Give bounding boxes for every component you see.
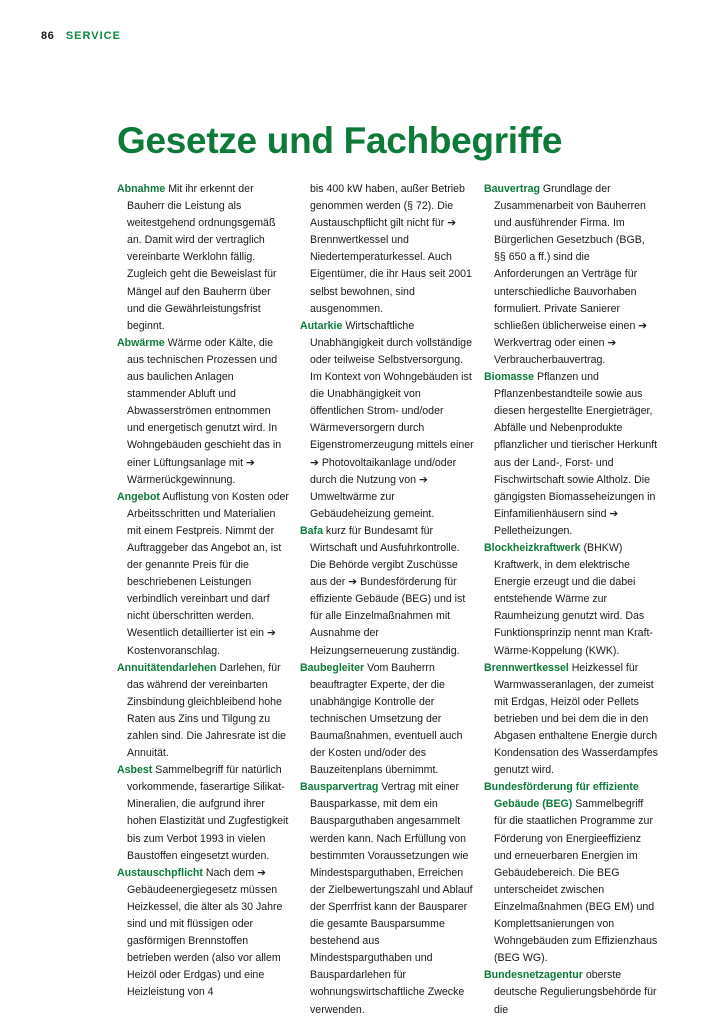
- glossary-term: Austauschpflicht: [117, 866, 203, 879]
- glossary-entry: [484, 779, 658, 967]
- glossary-entry: [117, 489, 291, 660]
- glossary-entry: [117, 660, 291, 763]
- glossary-continuation: bis 400 kW haben, außer Betrieb genommen werden (§ 72). Die Austauschpflicht gilt nicht für ➔ Brennwertkessel und Niedertemperaturkessel. Auch Eigentümer, die ihr Haus seit 2001 selbst bewohnen, sind ausgenommen.: [310, 183, 472, 315]
- glossary-columns: [117, 181, 658, 1016]
- glossary-term: Asbest: [117, 764, 153, 777]
- glossary-definition: Sammelbegriff für die staatlichen Programme zur Förderung von Energieeffizienz und erneuerbaren Energien im Gebäudebereich. Die BEG unterscheidet zwischen Einzelmaßnahmen (BEG EM) und Komplettsanierungen von Wohngebäuden zum Effizienzhaus (BEG WG).: [494, 798, 658, 965]
- section-label: SERVICE: [65, 30, 121, 42]
- glossary-term: Autarkie: [300, 319, 343, 332]
- glossary-term: Bauvertrag: [484, 183, 540, 195]
- glossary-definition: Nach dem ➔ Gebäudeenergiegesetz müssen Heizkessel, die älter als 30 Jahre sind und mit flüssigen oder gasförmigen Brennstoffen betrieben werden (also vor allem Heizöl oder Erdgas) und eine Heizleistung von 4: [127, 866, 283, 999]
- running-header: [41, 30, 121, 42]
- glossary-entry: [484, 181, 658, 369]
- glossary-column-2: [300, 181, 474, 1019]
- glossary-term: Bundesförderung für effiziente Gebäude (BEG): [484, 781, 639, 811]
- page-number: 86: [41, 30, 55, 42]
- glossary-term: Bausparvertrag: [300, 781, 379, 794]
- glossary-entry: [484, 369, 658, 540]
- glossary-term: Annuitätendarlehen: [117, 661, 217, 674]
- glossary-entry: [117, 865, 291, 1002]
- glossary-definition: Wirtschaftliche Unabhängigkeit durch vollständige oder teilweise Selbstversorgung. Im Kontext von Wohngebäuden ist die Unabhängigkeit von öffentlichen Strom- und/oder Wärmeversorgern durch Eigenstromerzeugung mittels einer ➔ Photovoltaikanlage und/oder durch die Nutzung von ➔ Umweltwärme zur Gebäudeheizung gemeint.: [310, 319, 474, 520]
- glossary-definition: (BHKW) Kraftwerk, in dem elektrische Energie erzeugt und die dabei entstehende Wärme zur Raumheizung genutzt wird. Das Funktionsprinzip nennt man Kraft-Wärme-Koppelung (KWK).: [494, 541, 653, 657]
- glossary-term: Abwärme: [117, 336, 165, 349]
- glossary-definition: Sammelbegriff für natürlich vorkommende, faserartige Silikat-Mineralien, die aufgrund ihrer hohen Elastizität und Zugfestigkeit bis zum Verbot 1993 in vielen Baustoffen eingesetzt wurden.: [127, 764, 289, 862]
- glossary-term: Biomasse: [484, 371, 535, 384]
- glossary-entry: [300, 318, 474, 523]
- glossary-definition: kurz für Bundesamt für Wirtschaft und Ausfuhrkontrolle. Die Behörde vergibt Zuschüsse aus der ➔ Bundesförderung für effiziente Gebäude (BEG) und ist für alle Einzelmaßnahmen mit Ausnahme der Heizungserneuerung zuständig.: [310, 524, 466, 657]
- glossary-term: Bafa: [300, 524, 323, 537]
- page-title: Gesetze und Fachbegriffe: [117, 120, 563, 161]
- glossary-entry: [484, 660, 658, 780]
- glossary-definition: Grundlage der Zusammenarbeit von Bauherren und ausführender Firma. Im Bürgerlichen Gesetzbuch (BGB, §§ 650 a ff.) sind die Anforderungen an Verträge für unterschiedliche Bauvorhaben formuliert. Private Sanierer schließen üblicherweise einen ➔ Werkvertrag oder einen ➔ Verbraucherbauvertrag.: [494, 183, 648, 366]
- glossary-entry: [300, 523, 474, 660]
- glossary-term: Brennwertkessel: [484, 661, 569, 674]
- glossary-term: Baubegleiter: [300, 661, 365, 674]
- glossary-definition: Pflanzen und Pflanzenbestandteile sowie aus diesen hergestellte Energieträger, Abfälle und Nebenprodukte pflanzlicher und tierischer Herkunft aus der Land-, Forst- und Fischwirtschaft sowie Altholz. Die gängigsten Biomasseheizungen in Einfamilienhäusern sind ➔ Pelletheizungen.: [494, 371, 658, 537]
- glossary-entry: [484, 967, 658, 1018]
- glossary-definition: Heizkessel für Warmwasseranlagen, der zumeist mit Erdgas, Heizöl oder Pellets betrieben und bei dem die in den Abgasen enthaltene Energie durch Kondensation des Wasserdampfes genutzt wird.: [494, 661, 658, 777]
- glossary-term: Bundesnetzagentur: [484, 969, 583, 982]
- glossary-entry: [300, 660, 474, 780]
- glossary-column-3: [484, 181, 658, 1019]
- glossary-definition: Wärme oder Kälte, die aus technischen Prozessen und aus baulichen Anlagen stammender Abluft und Abwasserströmen entnommen und energetisch genutzt wird. In Wohngebäuden geschieht das in einer Lüftungsanlage mit ➔ Wärmerückgewinnung.: [127, 336, 282, 486]
- glossary-definition: Darlehen, für das während der vereinbarten Zinsbindung gleichbleibend hohe Raten aus Zins und Tilgung zu zahlen sind. Die Jahresrate ist die Annuität.: [127, 661, 286, 760]
- glossary-entry: [484, 540, 658, 660]
- glossary-term: Angebot: [117, 490, 160, 503]
- glossary-entry: [117, 181, 291, 335]
- glossary-term: Blockheizkraftwerk: [484, 541, 581, 554]
- glossary-column-1: [117, 181, 291, 1002]
- glossary-entry: [300, 779, 474, 1018]
- glossary-definition: Auflistung von Kosten oder Arbeitsschritten und Materialien mit einem Festpreis. Nimmt der Auftraggeber das Angebot an, ist der genannte Preis für die beschriebenen Leistungen verbindlich vereinbart und darf nicht überschritten werden. Wesentlich detaillierter ist ein ➔ Kostenvoranschlag.: [127, 490, 289, 657]
- glossary-entry: [117, 762, 291, 865]
- glossary-definition: Vom Bauherrn beauftragter Experte, der die unabhängige Kontrolle der technischen Umsetzung der Baumaßnahmen, eventuell auch der Kosten und/oder des Bauzeitenplans übernimmt.: [310, 661, 463, 777]
- glossary-entry: [117, 335, 291, 489]
- glossary-definition: oberste deutsche Regulierungsbehörde für die: [494, 969, 657, 1016]
- glossary-definition: Mit ihr erkennt der Bauherr die Leistung als weitestgehend ordnungsgemäß an. Damit wird der vertraglich vereinbarte Werklohn fällig. Zugleich geht die Beweislast für Mängel auf den Bauherrn über und die Gewährleistungsfrist beginnt.: [127, 183, 277, 332]
- glossary-definition: Vertrag mit einer Bausparkasse, mit dem ein Bausparguthaben angesammelt werden kann. Nach Erfüllung von bestimmten Voraussetzungen wie Mindestsparguthaben, Erreichen der Zielbewertungszahl und Ablauf der Sperrfrist kann der Bausparer die gesamte Bausparsumme bestehend aus Mindestsparguthaben und Bauspardarlehen für wohnungswirtschaftliche Zwecke verwenden.: [310, 781, 473, 1016]
- glossary-term: Abnahme: [117, 183, 166, 195]
